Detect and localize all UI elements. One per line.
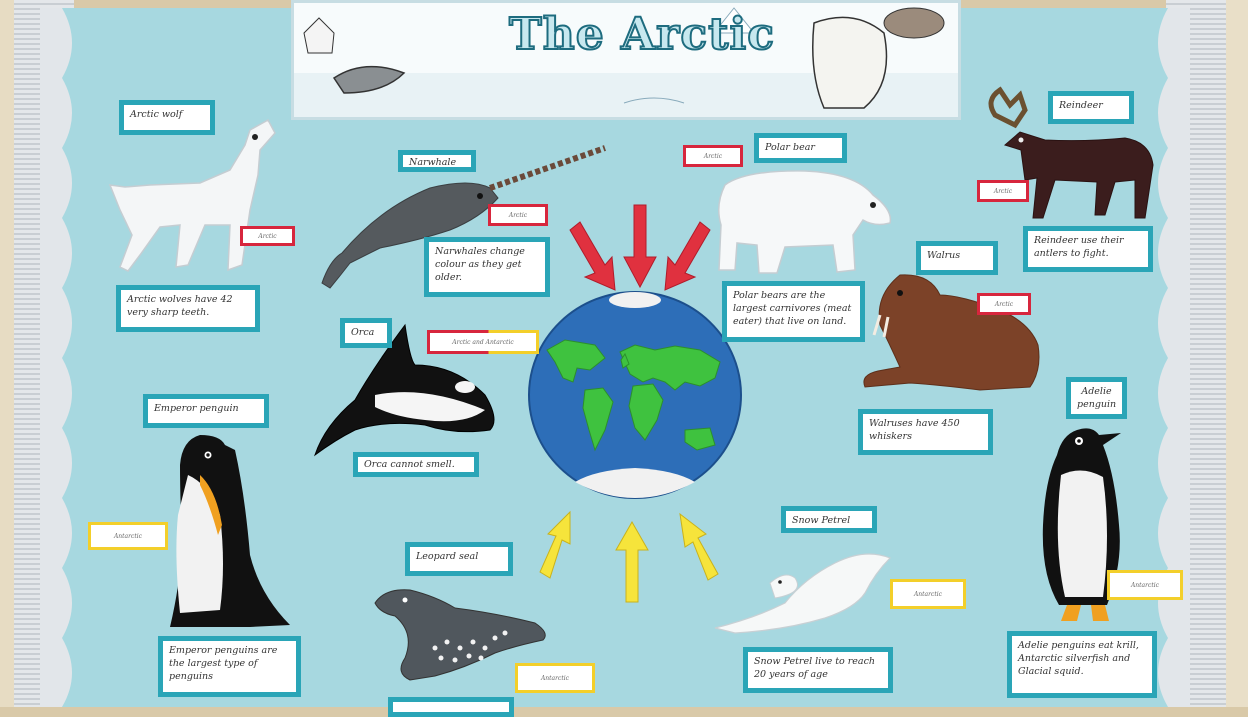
fact-orca: Orca cannot smell.: [353, 452, 479, 477]
fact-arctic-wolf: Arctic wolves have 42 very sharp teeth.: [116, 285, 260, 332]
label-leopard-seal: Leopard seal: [405, 542, 513, 576]
polar-bear-illustration: [715, 165, 895, 275]
wall-right: [1226, 0, 1248, 707]
globe: [525, 290, 745, 500]
fact-snow-petrel: Snow Petrel live to reach 20 years of age: [743, 647, 893, 693]
label-arctic-wolf: Arctic wolf: [119, 100, 215, 135]
tag-reindeer: Arctic: [977, 180, 1029, 202]
tag-arctic-wolf: Arctic: [240, 226, 295, 246]
tag-snow-petrel: Antarctic: [890, 579, 966, 609]
banner-title: The Arctic: [509, 9, 775, 60]
tag-narwhale: Arctic: [488, 204, 548, 226]
fact-walrus: Walruses have 450 whiskers: [858, 409, 993, 455]
fact-adelie-penguin: Adelie penguins eat krill, Antarctic silverfish and Glacial squid.: [1007, 631, 1157, 698]
tag-adelie-penguin: Antarctic: [1107, 570, 1183, 600]
tag-emperor-penguin: Antarctic: [88, 522, 168, 550]
fact-emperor-penguin: Emperor penguins are the largest type of penguins: [158, 636, 301, 697]
label-walrus: Walrus: [916, 241, 998, 275]
label-emperor-penguin: Emperor penguin: [143, 394, 269, 428]
yellow-arrows: [528, 512, 728, 607]
snow-petrel-illustration: [715, 548, 895, 633]
label-snow-petrel: Snow Petrel: [781, 506, 877, 533]
fact-reindeer: Reindeer use their antlers to fight.: [1023, 226, 1153, 272]
tag-orca: Arctic and Antarctic: [427, 330, 539, 354]
fact-polar-bear: Polar bears are the largest carnivores (meat eater) that live on land.: [722, 281, 865, 342]
arctic-banner: [291, 0, 961, 120]
scallop-edge-left: [40, 8, 80, 707]
wall-left: [0, 0, 14, 707]
tag-polar-bear: Arctic: [683, 145, 743, 167]
label-polar-bear: Polar bear: [754, 133, 847, 163]
label-reindeer: Reindeer: [1048, 91, 1134, 124]
tag-walrus: Arctic: [977, 293, 1031, 315]
emperor-penguin-illustration: [160, 435, 290, 635]
fact-leopard-seal-partial: [388, 697, 514, 717]
label-narwhale: Narwhale: [398, 150, 476, 172]
tag-leopard-seal: Antarctic: [515, 663, 595, 693]
fact-narwhale: Narwhales change colour as they get older.: [424, 237, 550, 297]
label-adelie-penguin: Adelie penguin: [1066, 377, 1127, 419]
label-orca: Orca: [340, 318, 392, 348]
arctic-wolf-illustration: [110, 115, 280, 285]
